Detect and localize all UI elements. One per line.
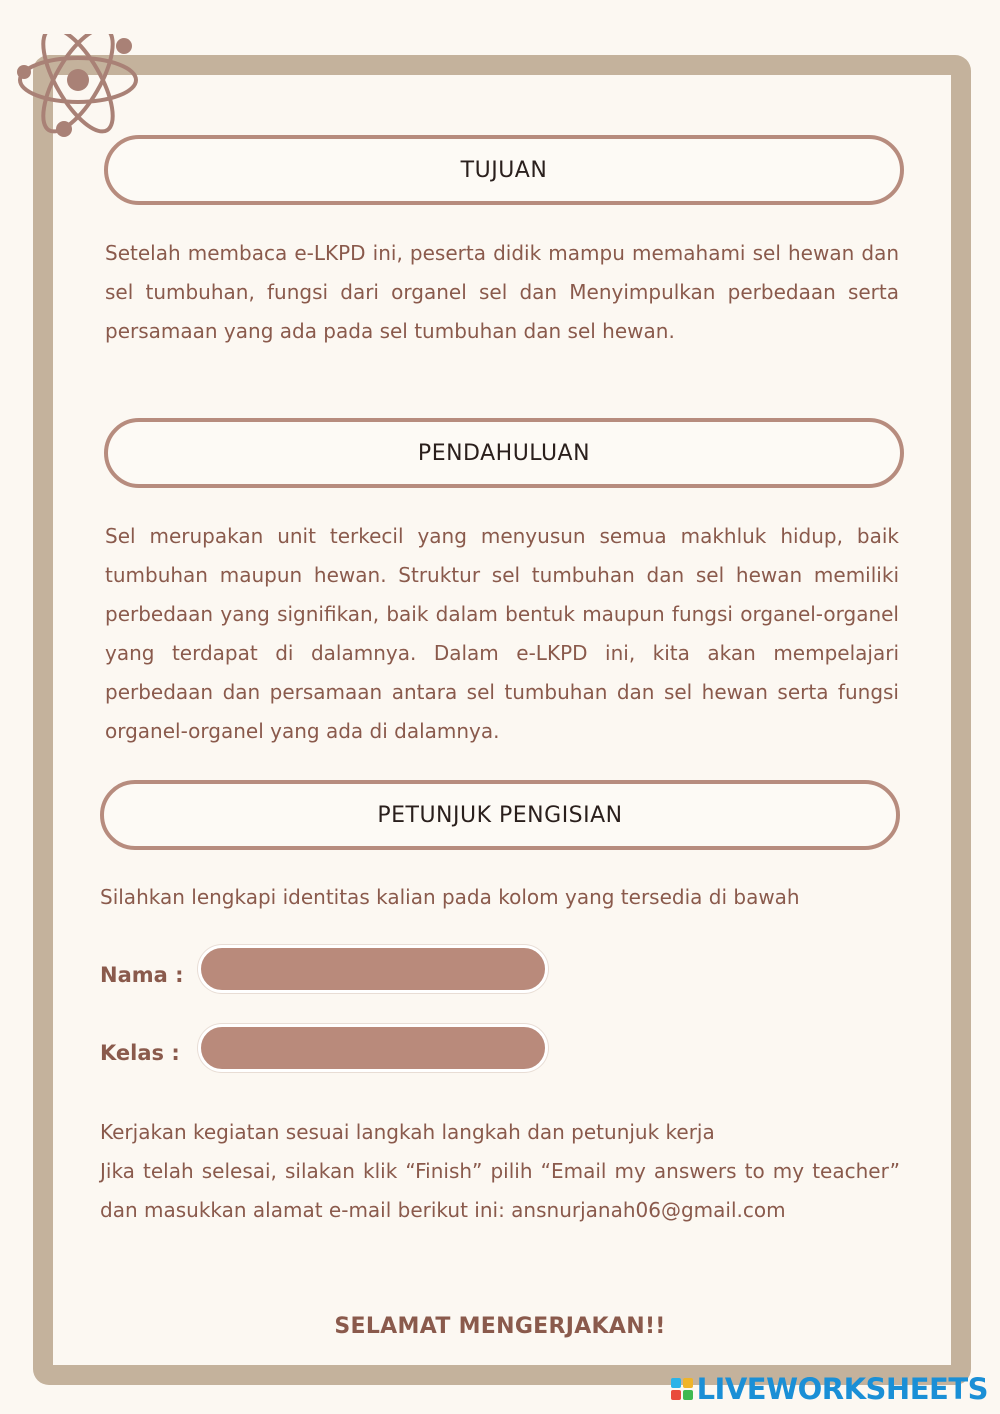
petunjuk-heading-label: PETUNJUK PENGISIAN: [377, 802, 623, 828]
instructions-line1: Kerjakan kegiatan sesuai langkah langkah dan petunjuk kerja: [100, 1120, 715, 1144]
brand-name: LIVEWORKSHEETS: [696, 1372, 988, 1406]
liveworksheets-brand[interactable]: [671, 1372, 988, 1406]
nama-input[interactable]: [198, 945, 548, 993]
pendahuluan-text: Sel merupakan unit terkecil yang menyusun semua makhluk hidup, baik tumbuhan maupun hewan. Struktur sel tumbuhan dan sel hewan memiliki perbedaan yang signifikan, baik dalam bentuk maupun fungsi organel-organel yang terdapat di dalamnya. Dalam e-LKPD ini, kita akan mempelajari perbedaan dan persamaan antara sel tumbuhan dan sel hewan serta fungsi organel-organel yang ada di dalamnya.: [105, 524, 899, 743]
tujuan-heading-label: TUJUAN: [460, 157, 548, 183]
closing-text: SELAMAT MENGERJAKAN!!: [334, 1314, 666, 1339]
nama-label: Nama :: [100, 963, 184, 987]
tujuan-heading: [104, 135, 904, 205]
kelas-input[interactable]: [198, 1024, 548, 1072]
tujuan-text: Setelah membaca e-LKPD ini, peserta didik mampu memahami sel hewan dan sel tumbuhan, fungsi dari organel sel dan Menyimpulkan perbedaan serta persamaan yang ada pada sel tumbuhan dan sel hewan.: [105, 241, 899, 343]
petunjuk-intro: Silahkan lengkapi identitas kalian pada kolom yang tersedia di bawah: [100, 885, 800, 909]
instructions-line2: Jika telah selesai, silakan klik “Finish” pilih “Email my answers to my teacher” dan masukkan alamat e-mail berikut ini: ansnurjanah06@gmail.com: [100, 1159, 900, 1222]
petunjuk-heading: [100, 780, 900, 850]
pendahuluan-heading: [104, 418, 904, 488]
liveworksheets-logo-icon: [671, 1378, 693, 1400]
atom-icon: [14, 34, 140, 144]
kelas-label: Kelas :: [100, 1041, 180, 1065]
pendahuluan-heading-label: PENDAHULUAN: [417, 440, 591, 466]
